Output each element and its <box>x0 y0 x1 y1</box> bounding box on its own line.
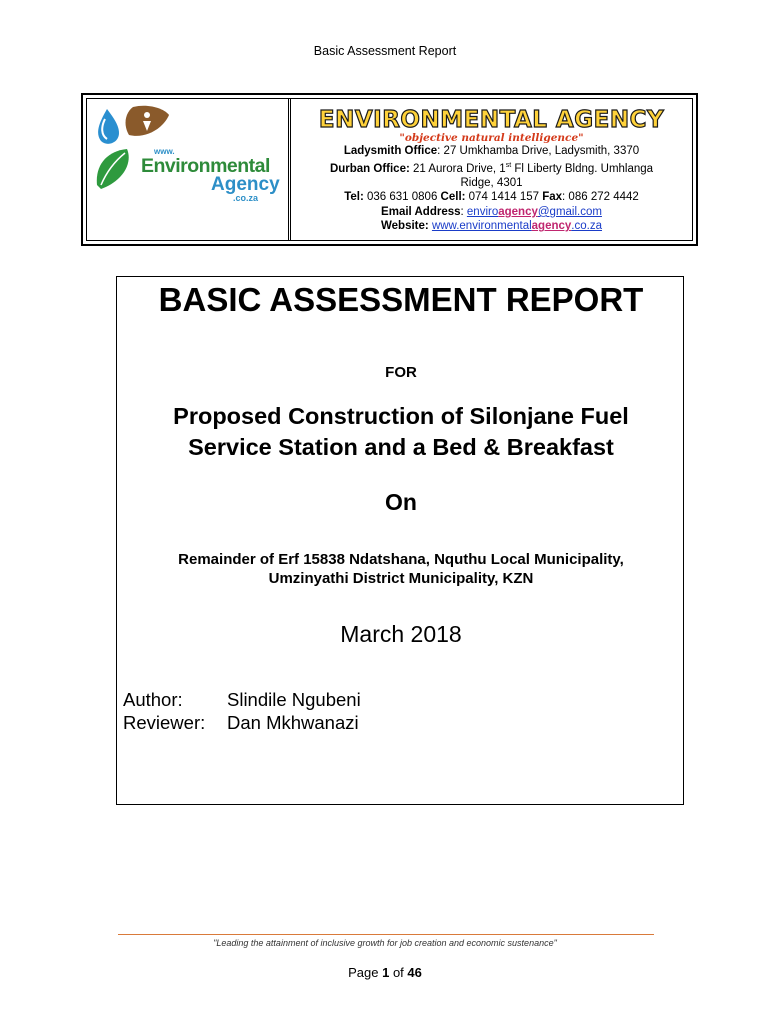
reviewer-name: Dan Mkhwanazi <box>227 712 359 733</box>
project-title-line1: Proposed Construction of Silonjane Fuel <box>173 403 629 429</box>
location-line2: Umzinyathi District Municipality, KZN <box>268 570 534 587</box>
email-link-a[interactable]: enviro <box>466 205 499 218</box>
logo-environmental-text: Environmental <box>141 155 270 177</box>
author-label: Author: <box>123 689 183 710</box>
email-sep: : <box>460 205 467 218</box>
durban-address-c: Ridge, 4301 <box>460 176 523 189</box>
author-row <box>123 688 361 711</box>
cell-value: 074 1414 157 <box>465 191 543 204</box>
reviewer-label: Reviewer: <box>123 712 206 733</box>
ladysmith-label: Ladysmith Office <box>343 145 438 157</box>
cover-box <box>116 276 684 805</box>
footer-quote: "Leading the attainment of inclusive growth for job creation and economic sustenance" <box>213 938 557 948</box>
fax-label: Fax <box>542 191 563 204</box>
logo-www-text: www. <box>154 147 175 156</box>
tel-value: 036 631 0806 <box>363 191 441 204</box>
page-total: 46 <box>407 965 422 980</box>
logo-agency-text: Agency <box>211 174 280 195</box>
website-link-c[interactable]: .co.za <box>571 220 602 233</box>
website-line <box>291 219 692 234</box>
durban-address-a: 21 Aurora Drive, 1 <box>409 162 506 175</box>
ladysmith-office <box>291 144 692 159</box>
ladysmith-address: : 27 Umkhamba Drive, Ladysmith, 3370 <box>437 145 640 157</box>
footer-rule <box>118 934 654 935</box>
letterhead-contact-block <box>291 99 692 240</box>
durban-label: Durban Office: <box>329 162 410 175</box>
email-link-c[interactable]: @gmail.com <box>537 205 602 218</box>
fax-value: : 086 272 4442 <box>562 191 639 204</box>
logo-coza-text: .co.za <box>233 193 259 203</box>
durban-address-b: Fl Liberty Bldng. Umhlanga <box>511 162 654 175</box>
page-number <box>0 965 770 980</box>
page-of: of <box>389 965 408 980</box>
for-label: FOR <box>385 364 417 381</box>
project-title <box>117 401 685 463</box>
report-title: BASIC ASSESSMENT REPORT <box>158 281 644 318</box>
agency-logo <box>93 105 283 205</box>
website-link-b[interactable]: agency <box>531 220 572 233</box>
tel-label: Tel: <box>344 191 364 204</box>
letterhead-inner-frame <box>86 98 693 241</box>
cell-label: Cell: <box>440 191 466 204</box>
report-date: March 2018 <box>340 621 462 647</box>
reviewer-row <box>123 711 361 734</box>
durban-superscript: st <box>505 161 512 169</box>
website-link-a[interactable]: www.environmental <box>431 220 532 233</box>
project-location <box>117 550 685 588</box>
agency-slogan: "objective natural intelligence" <box>399 132 584 144</box>
email-line <box>291 205 692 220</box>
on-label: On <box>385 489 417 515</box>
author-name: Slindile Ngubeni <box>227 689 361 710</box>
agency-name: ENVIRONMENTAL AGENCY <box>318 107 665 133</box>
website-label: Website: <box>381 220 429 233</box>
location-line1: Remainder of Erf 15838 Ndatshana, Nquthu Local Municipality, <box>178 551 624 568</box>
page-prefix: Page <box>348 965 383 980</box>
email-link-b[interactable]: agency <box>498 205 538 218</box>
running-header: Basic Assessment Report <box>313 44 457 58</box>
letterhead <box>81 93 698 246</box>
project-title-line2: Service Station and a Bed & Breakfast <box>188 434 614 460</box>
durban-office <box>291 159 692 176</box>
page-current: 1 <box>382 965 390 980</box>
phone-line <box>291 190 692 205</box>
authors-block <box>123 688 361 734</box>
email-label: Email Address <box>381 205 461 218</box>
